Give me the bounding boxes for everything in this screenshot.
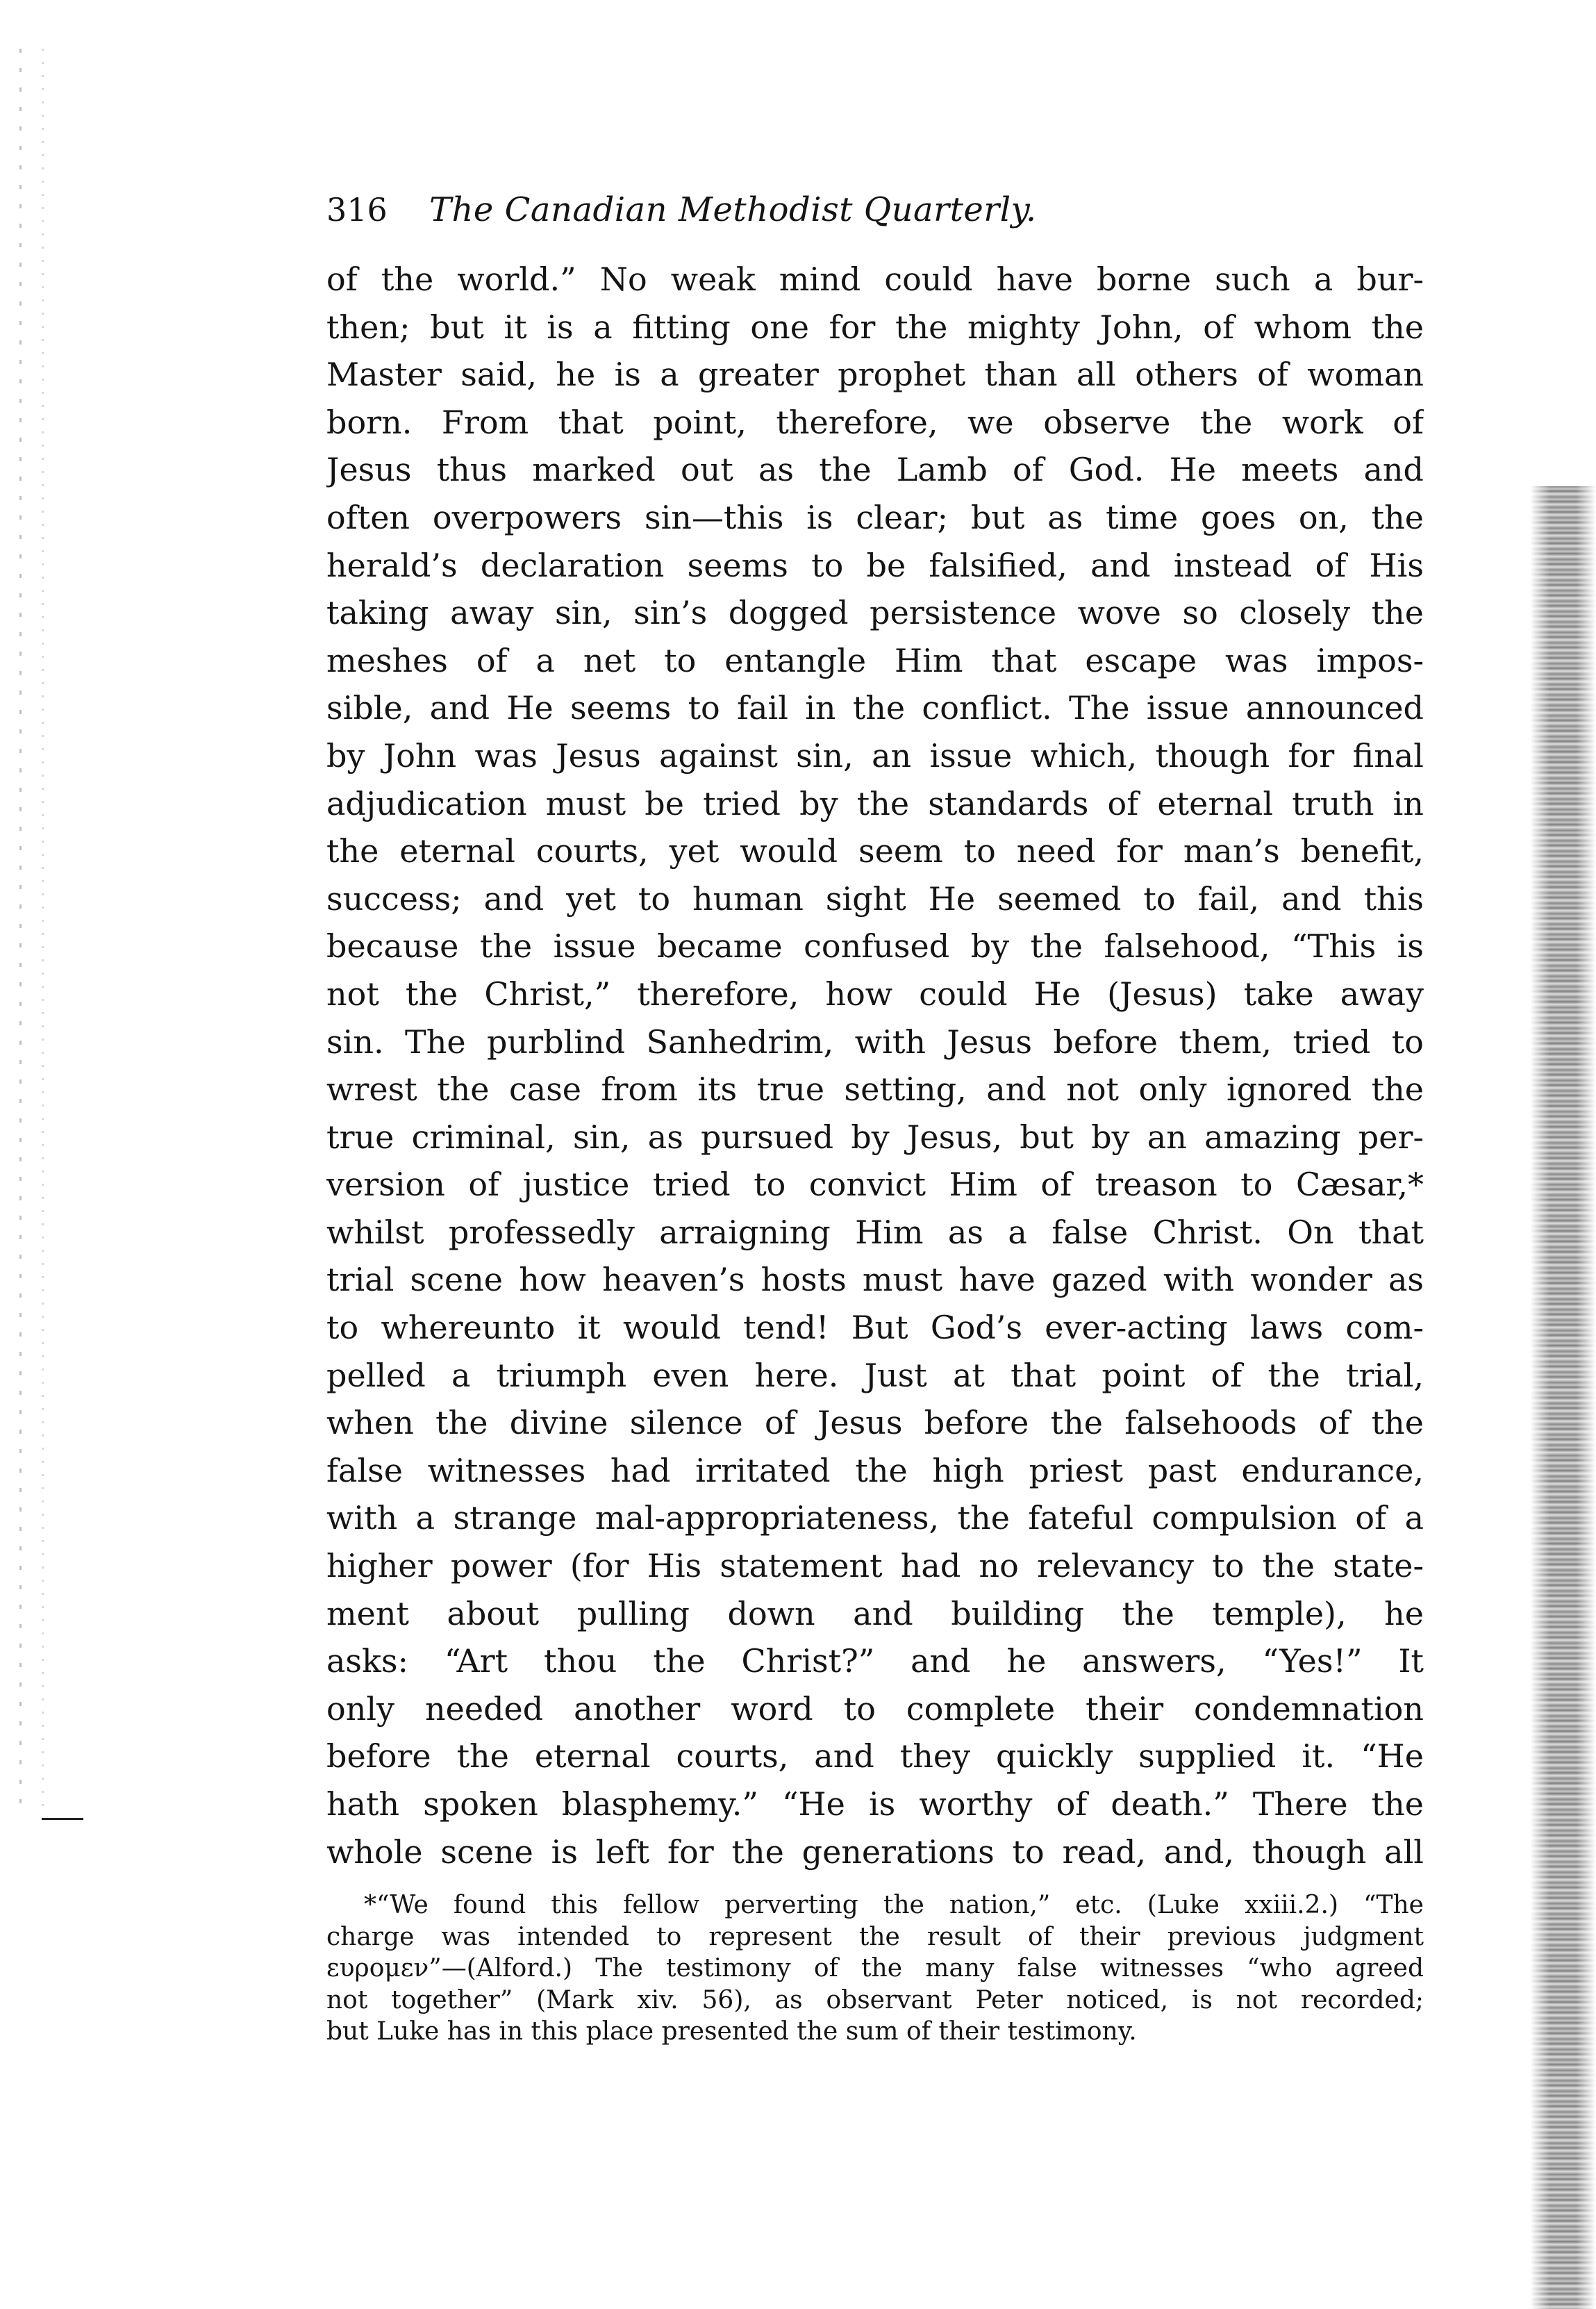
text-line: with a strange mal-appropriateness, the fateful compulsion of a [326, 1499, 1424, 1537]
text-line: sible, and He seems to fail in the conflict. The issue announced [326, 689, 1424, 727]
footnote [326, 1889, 1424, 2048]
text-line: only needed another word to complete their condemnation [326, 1689, 1424, 1728]
footnote-line: but Luke has in this place presented the sum of their testimony. [326, 2017, 1137, 2046]
text-line: before the eternal courts, and they quickly supplied it. “He [326, 1737, 1424, 1776]
text-line: of the world.” No weak mind could have borne such a bur- [326, 260, 1424, 298]
footnote-line: ευρομεν”—(Alford.) The testimony of the many false witnesses “who agreed [326, 1954, 1424, 1983]
page-header [326, 182, 1424, 238]
footnote-line: *“We found this fellow perverting the nation,” etc. (Luke xxiii.2.) “The [364, 1891, 1424, 1919]
text-line: born. From that point, therefore, we observe the work of [326, 403, 1424, 441]
text-line: Jesus thus marked out as the Lamb of God. He meets and [326, 451, 1424, 489]
text-line: when the divine silence of Jesus before the falsehoods of the [326, 1404, 1424, 1442]
text-line: by John was Jesus against sin, an issue which, though for final [326, 736, 1424, 775]
left-margin-scan-artifacts [13, 49, 56, 1813]
right-edge-scan-artifacts [1530, 486, 1596, 2309]
text-line: because the issue became confused by the falsehood, “This is [326, 927, 1424, 966]
text-line: the eternal courts, yet would seem to need for man’s benefit, [326, 832, 1424, 870]
running-title: The Canadian Methodist Quarterly. [429, 190, 1037, 229]
text-line: adjudication must be tried by the standards of eternal truth in [326, 784, 1424, 822]
text-line: then; but it is a fitting one for the mighty John, of whom the [326, 308, 1424, 346]
text-line: whole scene is left for the generations to read, and, though all [326, 1832, 1424, 1871]
text-line: trial scene how heaven’s hosts must have gazed with wonder as [326, 1261, 1424, 1299]
text-line: ment about pulling down and building the temple), he [326, 1594, 1424, 1632]
text-line: wrest the case from its true setting, and not only ignored the [326, 1070, 1424, 1109]
text-line: sin. The purblind Sanhedrim, with Jesus before them, tried to [326, 1023, 1424, 1061]
text-line: higher power (for His statement had no relevancy to the state- [326, 1547, 1424, 1585]
footnote-line: charge was intended to represent the result of their previous judgment [326, 1922, 1424, 1951]
text-line: version of justice tried to convict Him of treason to Cæsar,* [326, 1166, 1424, 1204]
text-line: whilst professedly arraigning Him as a false Christ. On that [326, 1213, 1424, 1251]
text-line: Master said, he is a greater prophet than all others of woman [326, 356, 1424, 394]
text-line: asks: “Art thou the Christ?” and he answers, “Yes!” It [326, 1642, 1424, 1680]
page-number: 316 [326, 191, 388, 229]
footnote-line: not together” (Mark xiv. 56), as observant Peter noticed, is not recorded; [326, 1985, 1424, 2014]
text-line: to whereunto it would tend! But God’s ever-acting laws com- [326, 1309, 1424, 1347]
text-line: hath spoken blasphemy.” “He is worthy of death.” There the [326, 1785, 1424, 1823]
text-line: taking away sin, sin’s dogged persistence wove so closely the [326, 594, 1424, 632]
margin-mark [42, 1818, 83, 1820]
text-line: not the Christ,” therefore, how could He (Jesus) take away [326, 975, 1424, 1013]
text-line: false witnesses had irritated the high priest past endurance, [326, 1451, 1424, 1489]
text-line: meshes of a net to entangle Him that escape was impos- [326, 641, 1424, 679]
text-line: success; and yet to human sight He seemed to fail, and this [326, 879, 1424, 918]
text-line: pelled a triumph even here. Just at that point of the trial, [326, 1356, 1424, 1394]
text-line: often overpowers sin—this is clear; but as time goes on, the [326, 498, 1424, 536]
text-line: true criminal, sin, as pursued by Jesus, but by an amazing per- [326, 1118, 1424, 1156]
body-text [326, 256, 1424, 1876]
text-line: herald’s declaration seems to be falsified, and instead of His [326, 546, 1424, 584]
